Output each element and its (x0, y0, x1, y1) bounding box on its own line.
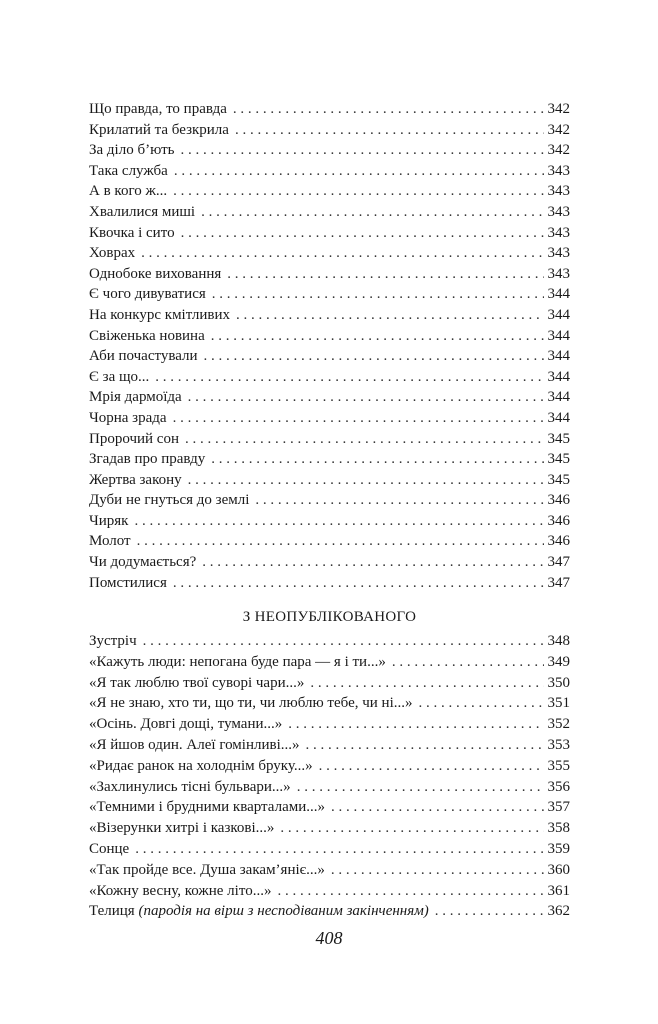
toc-entry-title-text: «Так пройде все. Душа закам’яніє...» (89, 861, 325, 878)
toc-entry (89, 284, 570, 305)
toc-entry (89, 839, 570, 860)
toc-entry-page: 346 (547, 512, 570, 529)
toc-entry-title (89, 673, 304, 694)
toc-entry-page: 344 (547, 409, 570, 426)
toc-entry (89, 243, 570, 264)
dot-leader (233, 99, 544, 120)
toc-entry-title-text: Мрія дармоїда (89, 389, 182, 406)
toc-entry-title-text: Згадав про правду (89, 451, 206, 468)
toc-entry-title (89, 367, 149, 388)
toc-entry-page: 344 (547, 389, 570, 406)
dot-leader (297, 777, 544, 798)
toc-entry-page: 349 (547, 653, 570, 670)
section-heading: З НЕОПУБЛІКОВАНОГО (242, 609, 417, 625)
toc-entry-page: 343 (547, 245, 570, 262)
toc-entry-title (89, 161, 168, 182)
toc-entry-title-text: Зустріч (89, 633, 137, 649)
toc-entry-title (89, 881, 271, 902)
toc-entry-title (89, 429, 179, 450)
toc-entry-title-text: Крилатий та безкрила (89, 121, 229, 138)
page-number: 408 (315, 928, 343, 948)
dot-leader (155, 367, 543, 388)
toc-entry-page: 344 (547, 348, 570, 365)
toc-entry-title (89, 797, 325, 818)
toc-entry-title (89, 264, 221, 285)
toc-entry (89, 120, 570, 141)
dot-leader (280, 818, 543, 839)
toc-entry-title (89, 305, 230, 326)
dot-leader (173, 408, 544, 429)
toc-entry-title-text: Жертва закону (89, 471, 182, 488)
toc-entry (89, 901, 570, 922)
toc-entry-page: 356 (547, 778, 570, 795)
toc-entry (89, 735, 570, 756)
toc-entry (89, 326, 570, 347)
toc-entry-page: 344 (547, 327, 570, 344)
toc-entry-title (89, 243, 135, 264)
toc-entry (89, 511, 570, 532)
toc-entry-page: 346 (547, 533, 570, 550)
dot-leader (435, 901, 544, 922)
toc-entry (89, 408, 570, 429)
toc-entry-title-text: Молот (89, 533, 131, 550)
toc-entry-title (89, 284, 206, 305)
dot-leader (310, 673, 543, 694)
dot-leader (201, 202, 543, 223)
dot-leader (211, 449, 543, 470)
toc-entry-page: 358 (547, 820, 570, 837)
toc-entry-page: 344 (547, 368, 570, 385)
toc-entry (89, 818, 570, 839)
toc-entry-title-text: «Кожну весну, кожне літо...» (89, 882, 272, 899)
toc-entry-page: 347 (547, 554, 570, 571)
toc-entry (89, 860, 570, 881)
dot-leader (188, 470, 544, 491)
toc-entry-page: 362 (547, 903, 570, 920)
dot-leader (392, 652, 544, 673)
toc-entry (89, 429, 570, 450)
toc-entry (89, 140, 570, 161)
toc-entry-title (89, 223, 175, 244)
toc-entry-title-text: «Я йшов один. Алеї гомінливі...» (89, 736, 300, 753)
dot-leader (419, 693, 544, 714)
toc-entry-page: 353 (547, 736, 570, 753)
toc-list-fables (89, 99, 570, 593)
dot-leader (331, 797, 543, 818)
toc-entry (89, 449, 570, 470)
toc-entry-page: 344 (547, 286, 570, 303)
dot-leader (212, 284, 544, 305)
dot-leader (255, 490, 543, 511)
toc-entry (89, 797, 570, 818)
toc-entry-title (89, 860, 325, 881)
dot-leader (277, 881, 543, 902)
toc-entry-title-text: За діло б’ють (89, 142, 175, 159)
toc-entry-title (89, 408, 167, 429)
toc-entry-title-text: Хвалилися миші (89, 203, 196, 220)
dot-leader (306, 735, 544, 756)
toc-entry-title (89, 839, 129, 860)
dot-leader (185, 429, 544, 450)
toc-entry-title-text: На конкурс кмітливих (89, 306, 231, 323)
toc-entry-page: 347 (547, 574, 570, 591)
toc-entry (89, 99, 570, 120)
toc-entry-title-text: Помстилися (89, 574, 167, 591)
toc-entry (89, 714, 570, 735)
toc-entry-title (89, 99, 227, 120)
dot-leader (204, 346, 544, 367)
toc-entry (89, 346, 570, 367)
toc-entry (89, 490, 570, 511)
toc-entry-title (89, 693, 413, 714)
dot-leader (174, 161, 544, 182)
toc-entry (89, 673, 570, 694)
toc-entry-title-text: Телиця (89, 903, 135, 920)
dot-leader (331, 860, 544, 881)
toc-entry-title-text: Дуби не гнуться до землі (89, 492, 250, 509)
toc-entry-title (89, 901, 429, 922)
toc-entry-page: 346 (547, 492, 570, 509)
dot-leader (137, 531, 544, 552)
toc-entry-page: 343 (547, 162, 570, 179)
toc-entry-page: 352 (547, 716, 570, 733)
toc-entry-title (89, 140, 175, 161)
dot-leader (181, 140, 544, 161)
toc-entry-title-text: Є чого дивуватися (89, 286, 206, 303)
toc-entry-page: 342 (547, 101, 570, 117)
toc-entry (89, 631, 570, 652)
toc-entry-title (89, 449, 205, 470)
toc-entry (89, 573, 570, 594)
dot-leader (235, 120, 544, 141)
toc-entry-title-text: «Я не знаю, хто ти, що ти, чи люблю тебе, чи ні...» (89, 695, 413, 712)
toc-entry-title (89, 818, 274, 839)
toc-entry (89, 202, 570, 223)
toc-entry-page: 343 (547, 203, 570, 220)
toc-entry (89, 756, 570, 777)
toc-entry-page: 350 (547, 674, 570, 691)
toc-entry (89, 652, 570, 673)
toc-entry-title-text: «Осінь. Довгі дощі, тумани...» (89, 716, 283, 733)
toc-entry-title (89, 777, 291, 798)
dot-leader (143, 631, 544, 652)
toc-entry-title (89, 202, 195, 223)
toc-entry-title (89, 631, 137, 652)
dot-leader (211, 326, 544, 347)
toc-entry (89, 305, 570, 326)
toc-entry-title-text: Така служба (89, 162, 168, 179)
dot-leader (134, 511, 543, 532)
toc-entry-page: 360 (547, 861, 570, 878)
toc-entry-title-text: «Темними і брудними кварталами...» (89, 799, 326, 816)
toc-entry-title-text: Чи додумається? (89, 554, 197, 571)
toc-entry-page: 342 (547, 142, 570, 159)
dot-leader (188, 387, 544, 408)
dot-leader (135, 839, 543, 860)
toc-entry-page: 345 (547, 471, 570, 488)
toc-entry-page: 343 (547, 183, 570, 200)
toc-entry-page: 357 (547, 799, 570, 816)
toc-entry-title-text: «Кажуть люди: непогана буде пара — я і ти...» (89, 653, 386, 670)
toc-entry (89, 367, 570, 388)
toc-entry-title (89, 552, 196, 573)
toc-entry-title (89, 490, 249, 511)
dot-leader (173, 573, 544, 594)
toc-entry-title-text: «Захлинулись тісні бульвари...» (89, 778, 291, 795)
toc-entry-title (89, 714, 282, 735)
dot-leader (236, 305, 543, 326)
toc-entry-title (89, 346, 198, 367)
toc-entry-title (89, 470, 182, 491)
toc-entry-page: 344 (547, 306, 570, 323)
toc-entry (89, 881, 570, 902)
toc-entry-page: 343 (547, 265, 570, 282)
toc-entry-page: 343 (547, 224, 570, 241)
toc-entry-title (89, 181, 167, 202)
toc-entry-page: 361 (547, 882, 570, 899)
toc-entry-title (89, 531, 131, 552)
toc-entry (89, 161, 570, 182)
toc-entry (89, 693, 570, 714)
toc-entry-title-text: Ховрах (89, 245, 136, 262)
toc-entry-title-text: Чорна зрада (89, 409, 167, 426)
dot-leader (173, 181, 543, 202)
toc-entry-title (89, 120, 229, 141)
dot-leader (202, 552, 543, 573)
toc-entry-title-text: Чиряк (89, 512, 129, 529)
dot-leader (227, 264, 543, 285)
toc-entry-page: 355 (547, 757, 570, 774)
toc-entry (89, 387, 570, 408)
toc-entry (89, 470, 570, 491)
toc-entry-title (89, 735, 300, 756)
toc-entry (89, 552, 570, 573)
toc-entry-title-text: Свіженька новина (89, 327, 205, 344)
toc-entry-page: 359 (547, 840, 570, 857)
toc-entry-title (89, 511, 128, 532)
toc-entry-title-text: «Візерунки хитрі і казкові...» (89, 820, 275, 837)
dot-leader (181, 223, 544, 244)
toc-entry-title (89, 652, 386, 673)
toc-entry-title-text: Однобоке виховання (89, 265, 222, 282)
toc-entry-title-text: Пророчий сон (89, 430, 179, 447)
toc-entry-title-text: Що правда, то правда (89, 101, 227, 117)
toc-entry-page: 345 (547, 451, 570, 468)
toc-entry (89, 181, 570, 202)
toc-entry-title (89, 756, 313, 777)
dot-leader (319, 756, 544, 777)
dot-leader (141, 243, 543, 264)
dot-leader (288, 714, 543, 735)
toc-entry-title-text: Є за що... (89, 368, 150, 385)
toc-entry (89, 531, 570, 552)
toc-entry-page: 342 (547, 121, 570, 138)
toc-entry-title (89, 387, 182, 408)
toc-entry-page: 345 (547, 430, 570, 447)
toc-entry-title-text: Сонце (89, 840, 130, 857)
toc-entry (89, 777, 570, 798)
toc-entry-title-text: А в кого ж... (89, 183, 168, 200)
toc-entry-title-text: Квочка і сито (89, 224, 175, 241)
toc-entry-title-text: «Я так люблю твої суворі чари...» (89, 674, 305, 691)
toc-entry-page: 348 (547, 633, 570, 649)
toc-entry (89, 223, 570, 244)
toc-list-unpublished (89, 631, 570, 922)
toc-entry-title (89, 326, 205, 347)
toc-entry-title-text: «Ридає ранок на холоднім бруку...» (89, 757, 313, 774)
toc-entry-page: 351 (547, 695, 570, 712)
toc-entry-title (89, 573, 167, 594)
toc-entry-title-text: Аби почастували (89, 348, 198, 365)
toc-entry-note: (пародія на вірш з несподіваним закінченням) (138, 903, 429, 920)
toc-entry (89, 264, 570, 285)
